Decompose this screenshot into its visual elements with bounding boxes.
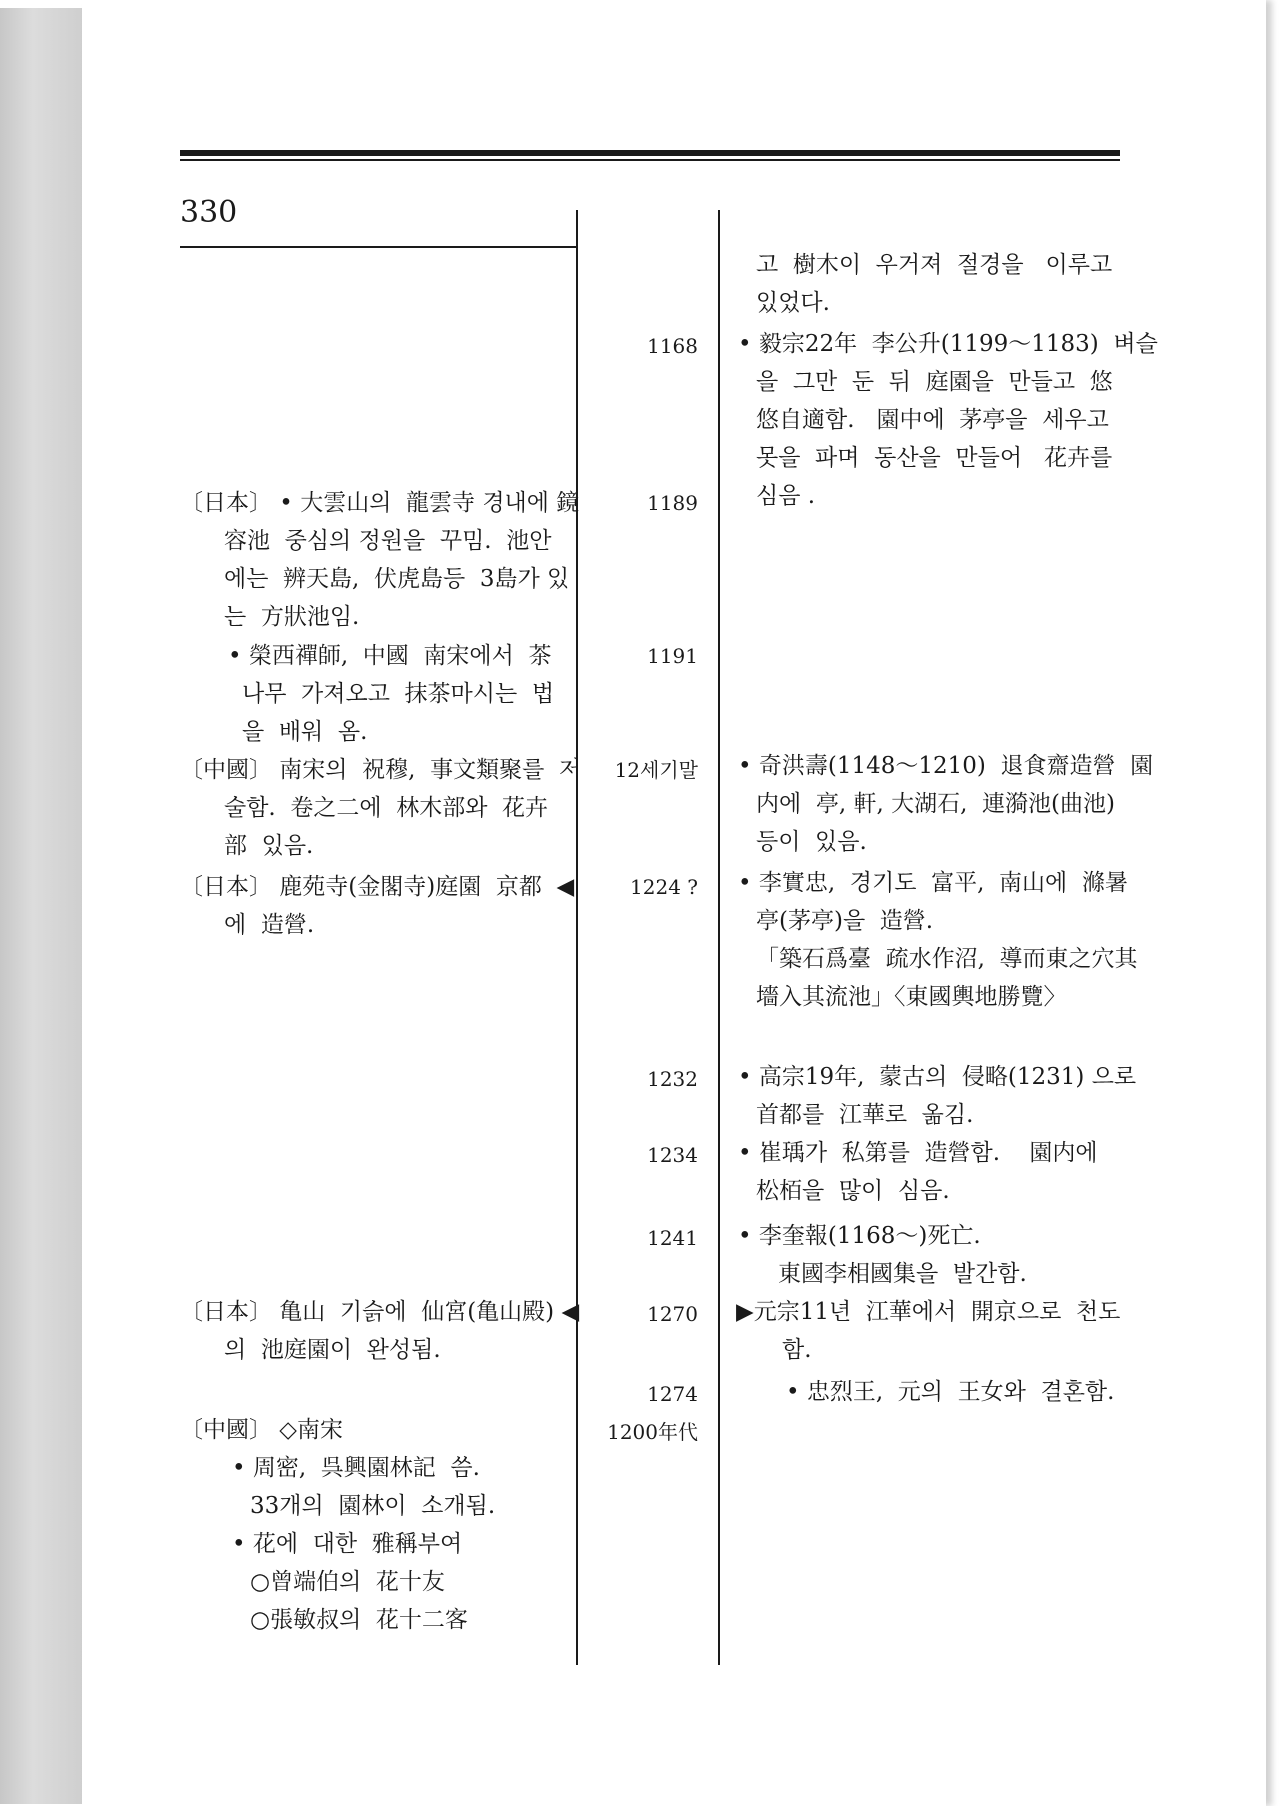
left-entry-1200s-details [232, 1449, 495, 1639]
text-line: ○張敏叔의 花十二客 [250, 1607, 468, 1633]
right-entry-1274 [786, 1373, 1114, 1411]
text-line: • 花에 대한 雅稱부여 [232, 1531, 463, 1557]
year-1232: 1232 [647, 1067, 698, 1091]
text-line: 亭(茅亭)을 造營. [756, 908, 934, 934]
left-entry-12c [180, 751, 581, 865]
text-line: 墻入其流池」〈東國輿地勝覽〉 [756, 984, 1067, 1010]
year-1274: 1274 [647, 1382, 698, 1406]
text-line: 〔日本〕 鹿苑寺(金閣寺)庭園 京都 ◀ [180, 874, 575, 900]
page-number: 330 [180, 195, 238, 230]
text-line: 술함. 卷之二에 林木部와 花卉 [224, 795, 549, 821]
header-rule-thick [180, 150, 1120, 156]
year-1191: 1191 [647, 644, 698, 668]
text-line: 〔日本〕 亀山 기슭에 仙宮(亀山殿) ◀ [180, 1299, 580, 1325]
text-line: • 奇洪壽(1148～1210) 退食齋造營 園 [738, 753, 1154, 779]
text-line: 심음 . [756, 483, 816, 509]
text-line: 의 池庭園이 완성됨. [224, 1337, 441, 1363]
text-line: 〔中國〕 南宋의 祝穆, 事文類聚를 저 [180, 757, 582, 783]
text-line: 에 造營. [224, 912, 315, 938]
text-line: • 周密, 呉興園林記 씀. [232, 1455, 480, 1481]
text-line: 있었다. [756, 290, 830, 316]
left-column-rule [180, 246, 578, 248]
left-entry-1189 [180, 484, 579, 636]
header-rule-thin [180, 159, 1120, 161]
year-1200s: 1200年代 [607, 1420, 698, 1444]
text-line: 나무 가져오고 抹茶마시는 법 [242, 681, 555, 707]
text-line: 東國李相國集을 발간함. [778, 1261, 1027, 1287]
text-line: 33개의 園林이 소개됨. [250, 1493, 496, 1519]
left-entry-1224 [180, 868, 574, 944]
left-entry-1270 [180, 1293, 579, 1369]
text-line: 을 그만 둔 뒤 庭園을 만들고 悠 [756, 369, 1113, 395]
text-line: 松栢을 많이 심음. [756, 1178, 950, 1204]
left-entry-1200s [180, 1411, 343, 1449]
text-line: • 忠烈王, 元의 王女와 결혼함. [786, 1379, 1115, 1405]
text-line: • 李實忠, 경기도 富平, 南山에 滌暑 [738, 870, 1128, 896]
right-entry-1270 [736, 1293, 1120, 1369]
right-entry-cont [738, 246, 1112, 322]
year-1189: 1189 [647, 491, 698, 515]
right-entry-1234 [738, 1134, 1098, 1210]
text-line: ○曾端伯의 花十友 [250, 1569, 445, 1595]
book-spine [0, 8, 82, 1804]
right-entry-1241 [738, 1217, 1027, 1293]
right-entry-1224 [738, 864, 1138, 1016]
text-line: • 毅宗22年 李公升(1199～1183) 벼슬 [738, 331, 1158, 357]
text-line: 〔中國〕 ◇南宋 [180, 1417, 343, 1443]
year-12c: 12세기말 [614, 758, 698, 782]
text-line: 首都를 江華로 옮김. [756, 1102, 974, 1128]
text-line: • 崔瑀가 私第를 造營함. 園内에 [738, 1140, 1098, 1166]
right-entry-1232 [738, 1058, 1136, 1134]
text-line: • 榮西禪師, 中國 南宋에서 茶 [228, 643, 552, 669]
right-entry-12c [738, 747, 1153, 861]
text-line: 内에 亭, 軒, 大湖石, 連漪池(曲池) [756, 791, 1115, 817]
right-entry-1168 [738, 325, 1158, 515]
column-divider-right [718, 210, 720, 1665]
text-line: 등이 있음. [756, 829, 867, 855]
text-line: 悠自適함. 園中에 茅亭을 세우고 [756, 407, 1109, 433]
year-1241: 1241 [647, 1226, 698, 1250]
text-line: 「築石爲臺 疏水作沼, 導而東之穴其 [756, 946, 1138, 972]
text-line: 고 樹木이 우거져 절경을 이루고 [756, 252, 1113, 278]
text-line: • 高宗19年, 蒙古의 侵略(1231) 으로 [738, 1064, 1137, 1090]
text-line: • 李奎報(1168～)死亡. [738, 1223, 981, 1249]
year-1224: 1224 ? [630, 875, 698, 899]
text-line: 容池 중심의 정원을 꾸밈. 池안 [224, 528, 552, 554]
year-1270: 1270 [647, 1302, 698, 1326]
text-line: 는 方狀池임. [224, 604, 360, 630]
text-line: 〔日本〕 • 大雲山의 龍雲寺 경내에 鏡 [180, 490, 580, 516]
text-line: 함. [782, 1337, 812, 1363]
year-1168: 1168 [647, 334, 698, 358]
left-entry-1191 [228, 637, 554, 751]
text-line: ▶元宗11년 江華에서 開京으로 천도 [736, 1299, 1121, 1325]
text-line: 못을 파며 동산을 만들어 花卉를 [756, 445, 1113, 471]
text-line: 을 배워 옴. [242, 719, 368, 745]
text-line: 部 있음. [224, 833, 314, 859]
year-1234: 1234 [647, 1143, 698, 1167]
text-line: 에는 辨天島, 伏虎島등 3島가 있 [224, 566, 570, 592]
